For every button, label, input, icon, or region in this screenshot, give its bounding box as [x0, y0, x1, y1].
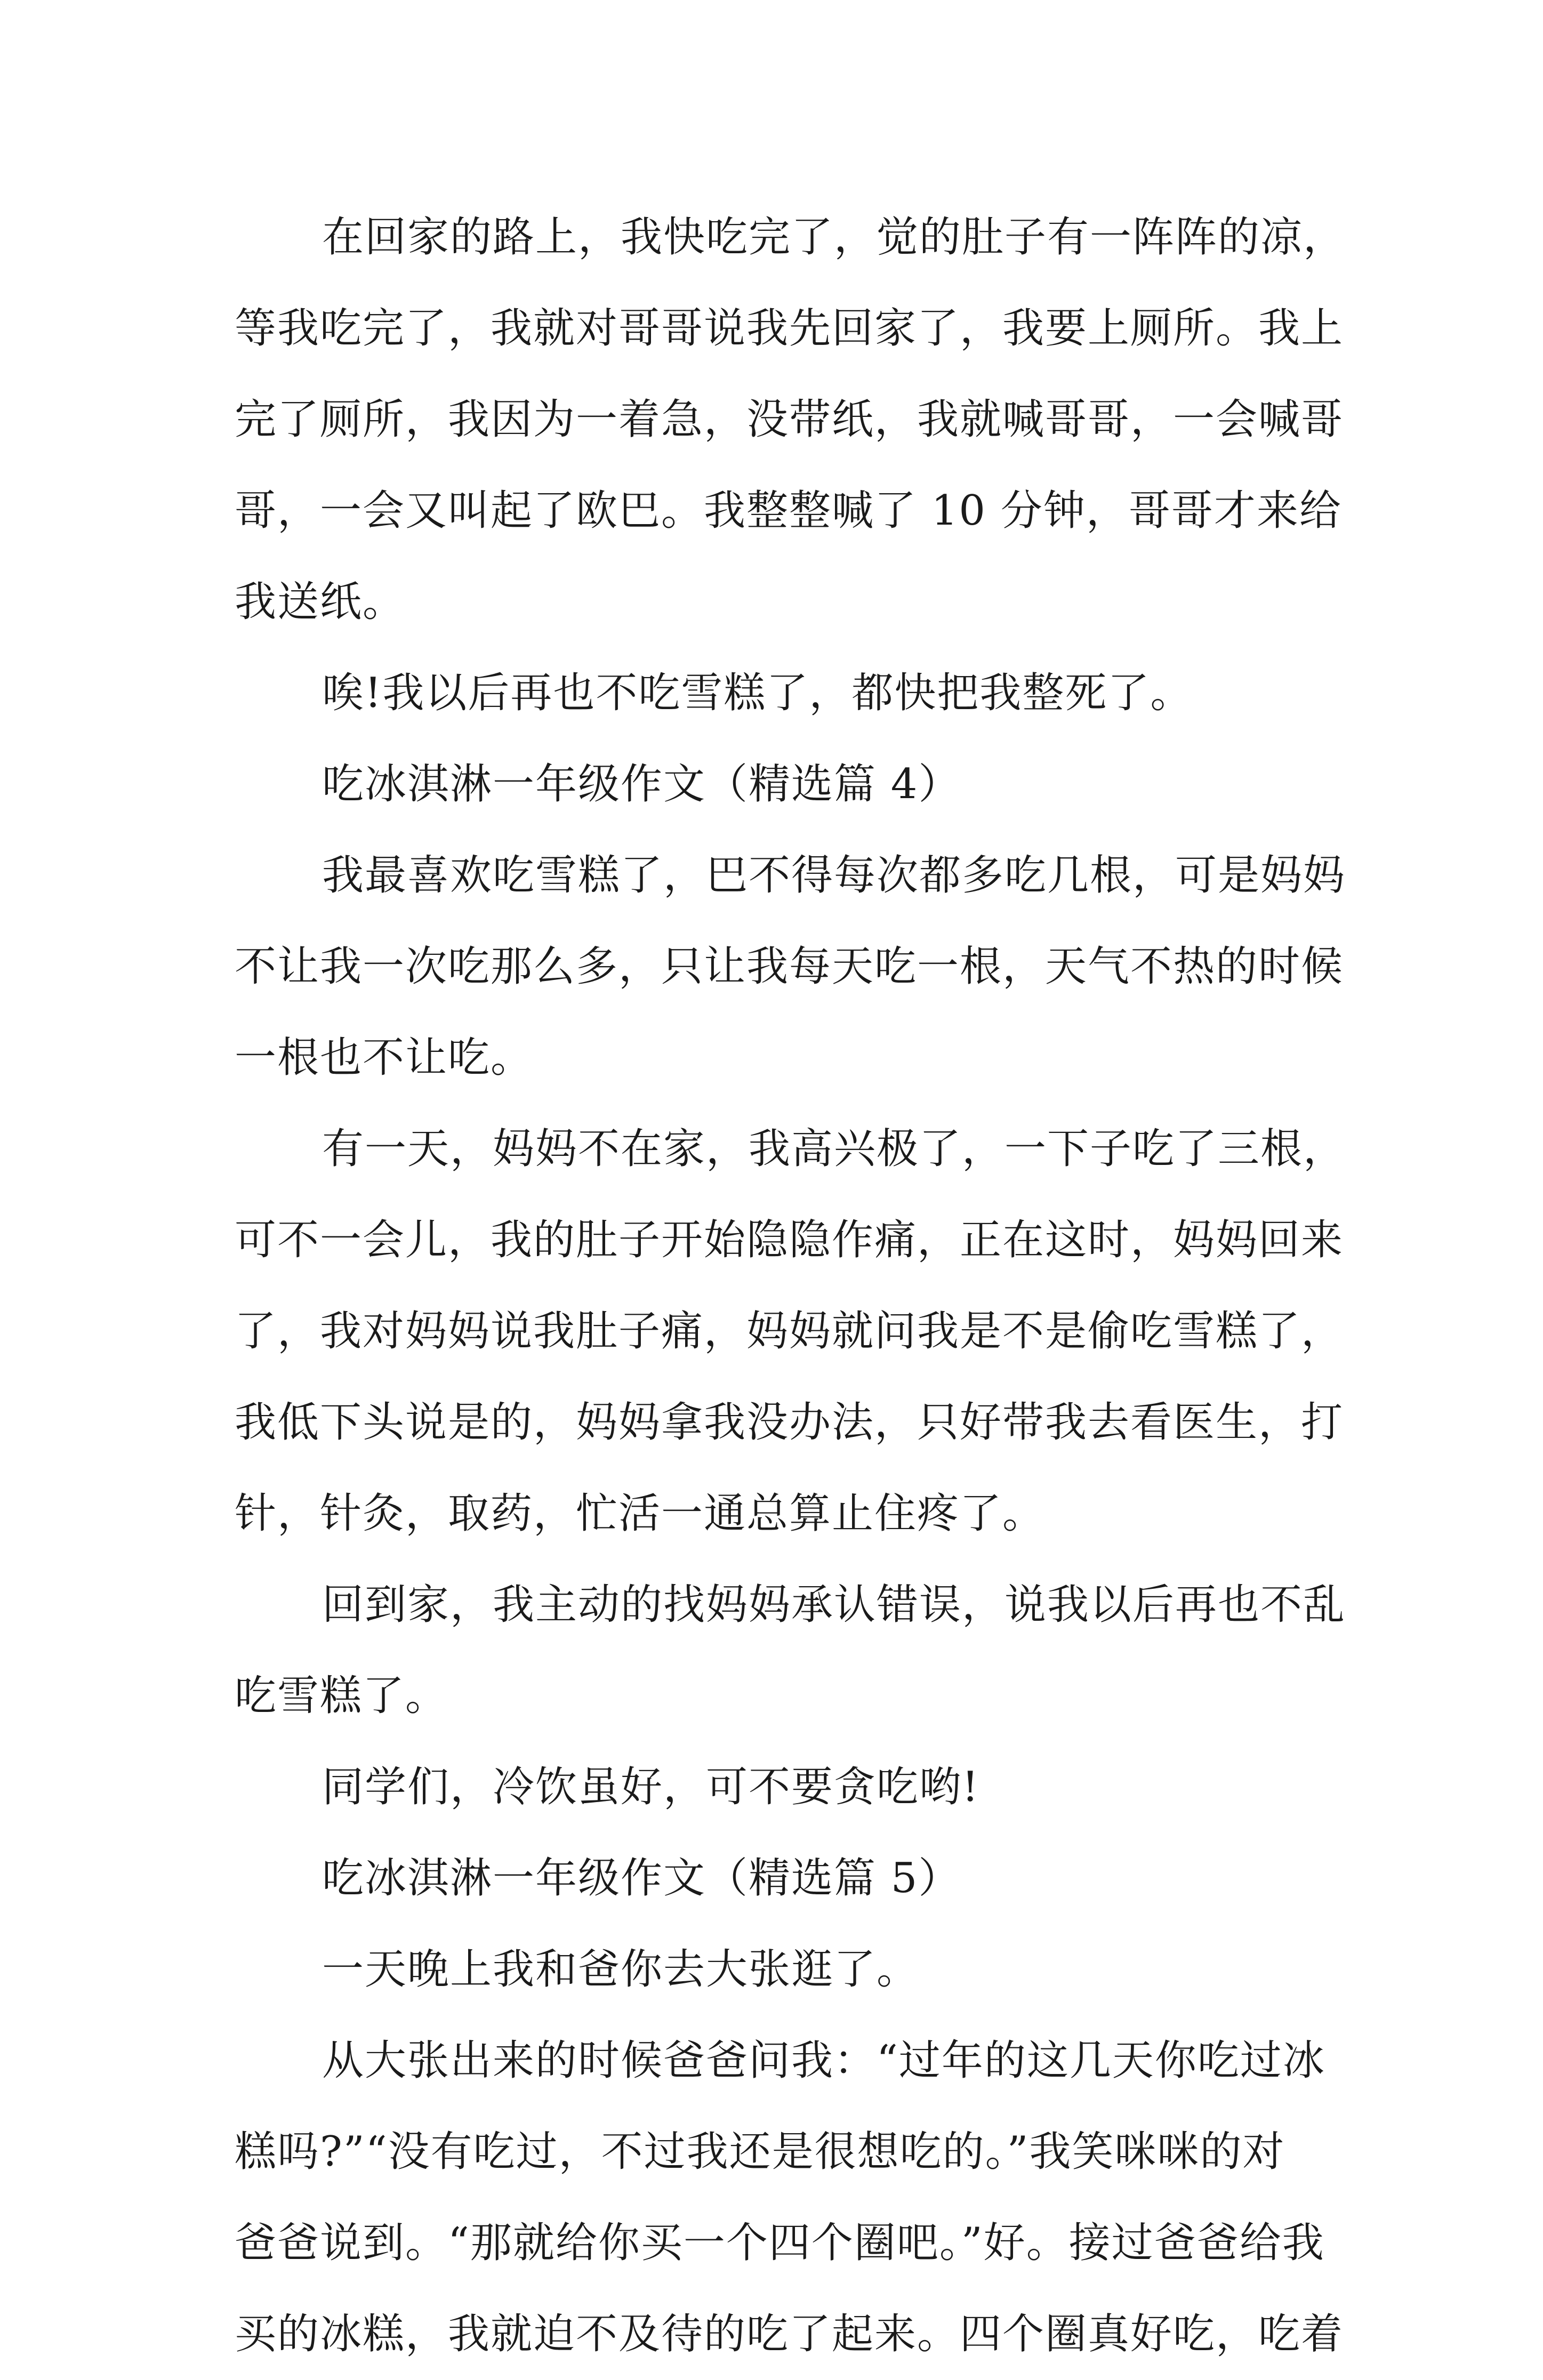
text-line: 在回家的路上，我快吃完了，觉的肚子有一阵阵的凉， — [322, 213, 1346, 261]
text-line: 有一天，妈妈不在家，我高兴极了，一下子吃了三根， — [322, 1125, 1346, 1173]
text-line: 哥，一会又叫起了欧巴。我整整喊了 10 分钟，哥哥才来给 — [235, 487, 1342, 535]
text-line: 同学们，冷饮虽好，可不要贪吃哟! — [322, 1763, 980, 1811]
paragraph — [235, 830, 1346, 1104]
paragraph — [235, 1742, 1317, 1833]
text-line: 针，针灸，取药，忙活一通总算止住疼了。 — [235, 1490, 1046, 1538]
text-line: 吃冰淇淋一年级作文（精选篇 5） — [322, 1854, 961, 1902]
text-line: 完了厕所，我因为一着急，没带纸，我就喊哥哥，一会喊哥 — [235, 396, 1344, 444]
text-line: 吃冰淇淋一年级作文（精选篇 4） — [322, 760, 961, 808]
text-line: 一天晚上我和爸你去大张逛了。 — [322, 1945, 920, 1993]
paragraph — [235, 2015, 1344, 2380]
document-body — [235, 192, 1346, 2380]
text-line: 唉!我以后再也不吃雪糕了，都快把我整死了。 — [322, 669, 1193, 717]
text-line: 等我吃完了，我就对哥哥说我先回家了，我要上厕所。我上 — [235, 304, 1344, 352]
text-line: 我低下头说是的，妈妈拿我没办法，只好带我去看医生，打 — [235, 1398, 1344, 1446]
paragraph — [235, 648, 1317, 739]
text-line: 从大张出来的时候爸爸问我：“过年的这几天你吃过冰 — [322, 2037, 1325, 2085]
paragraph — [235, 192, 1346, 648]
text-line: 一根也不让吃。 — [235, 1034, 534, 1082]
text-line: 吃雪糕了。 — [235, 1672, 448, 1720]
text-line: 不让我一次吃那么多，只让我每天吃一根，天气不热的时候 — [235, 943, 1344, 991]
section-heading — [235, 1833, 1317, 1924]
text-line: 买的冰糕，我就迫不及待的吃了起来。四个圈真好吃，吃着 — [235, 2310, 1344, 2358]
text-line: 回到家，我主动的找妈妈承认错误，说我以后再也不乱 — [322, 1581, 1346, 1629]
paragraph — [235, 1559, 1346, 1742]
text-line: 爸爸说到。“那就给你买一个四个圈吧。”好。接过爸爸给我 — [235, 2219, 1325, 2267]
text-line: 我送纸。 — [235, 578, 406, 626]
section-heading — [235, 739, 1317, 830]
text-line: 了，我对妈妈说我肚子痛，妈妈就问我是不是偷吃雪糕了， — [235, 1307, 1344, 1355]
text-line: 可不一会儿，我的肚子开始隐隐作痛，正在这时，妈妈回来 — [235, 1216, 1344, 1264]
text-line: 我最喜欢吃雪糕了，巴不得每次都多吃几根，可是妈妈 — [322, 851, 1346, 899]
paragraph — [235, 1924, 1317, 2015]
text-line: 糕吗?”“没有吃过，不过我还是很想吃的。”我笑咪咪的对 — [235, 2128, 1285, 2176]
paragraph — [235, 1104, 1346, 1559]
